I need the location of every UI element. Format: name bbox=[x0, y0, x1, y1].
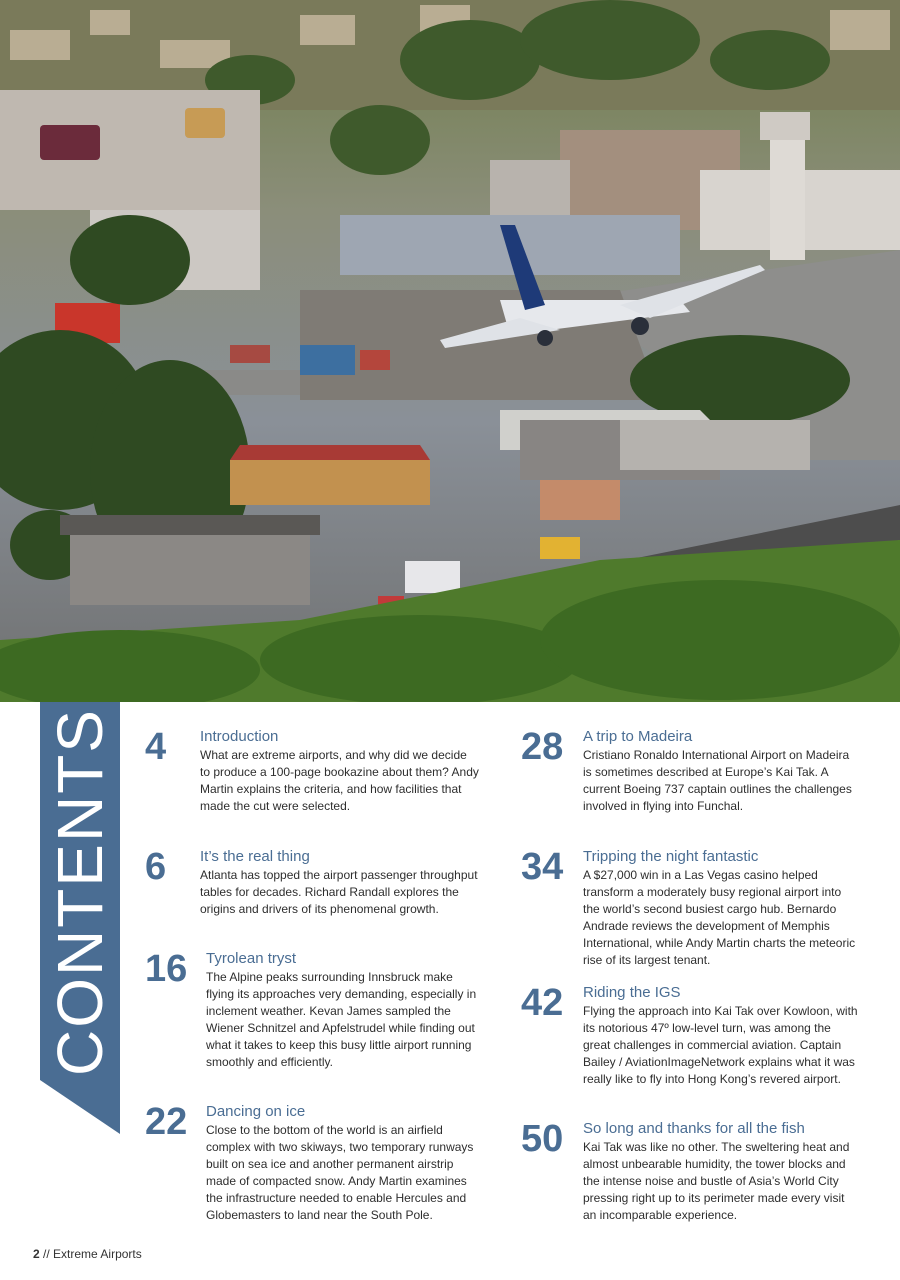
footer-separator: // bbox=[43, 1247, 50, 1261]
toc-entry[interactable] bbox=[521, 1120, 866, 1230]
entry-page-number: 42 bbox=[521, 982, 564, 1024]
contents-heading: CONTENTS bbox=[44, 708, 116, 1076]
entry-page-number: 4 bbox=[145, 726, 167, 768]
entry-title: It’s the real thing bbox=[200, 848, 310, 865]
entry-title: Tyrolean tryst bbox=[206, 950, 297, 967]
entry-title: Tripping the night fantastic bbox=[583, 848, 759, 865]
toc-entry[interactable] bbox=[521, 728, 866, 828]
entry-page-number: 6 bbox=[145, 846, 167, 888]
toc-entry[interactable] bbox=[521, 984, 866, 1094]
entry-page-number: 16 bbox=[145, 948, 188, 990]
page-footer bbox=[33, 1247, 142, 1261]
footer-page-number: 2 bbox=[33, 1247, 40, 1261]
toc-entry[interactable] bbox=[145, 950, 485, 1080]
entry-description: Close to the bottom of the world is an airfield complex with two skiways, two temporary runways built on sea ice and another permanent airstrip made of compacted snow. Andy Martin examines the infrastructure needed to enable Hercules and Globemasters to land near the South Pole. bbox=[206, 1123, 474, 1222]
footer-title: Extreme Airports bbox=[53, 1247, 142, 1261]
entry-description: A $27,000 win in a Las Vegas casino helped transform a moderately busy regional airport into the world’s second busiest cargo hub. Bernardo Andrade reviews the development of Memphis International, while Andy Martin charts the meteoric rise of its largest tenant. bbox=[583, 868, 856, 967]
entry-description: Atlanta has topped the airport passenger throughput tables for decades. Richard Randall explores the origins and drivers of its phenomenal growth. bbox=[200, 868, 478, 916]
entry-page-number: 50 bbox=[521, 1118, 564, 1160]
entry-description: Kai Tak was like no other. The sweltering heat and almost unbearable humidity, the tower blocks and the intense noise and bustle of Asia’s World City pressing right up to its perimeter made every visit an incomparable experience. bbox=[583, 1140, 850, 1222]
toc-entry[interactable] bbox=[521, 846, 866, 967]
toc-entry[interactable] bbox=[145, 1103, 485, 1233]
entry-page-number: 22 bbox=[145, 1101, 188, 1143]
entry-description: The Alpine peaks surrounding Innsbruck make flying its approaches very demanding, especially in inclement weather. Kevan James sampled the Wiener Schnitzel and Apfelstrudel while finding out what it takes to keep this busy little airport running smoothly and efficiently. bbox=[206, 970, 477, 1069]
entry-title: Introduction bbox=[200, 728, 279, 745]
toc-entry[interactable] bbox=[145, 848, 485, 928]
toc-entry[interactable] bbox=[145, 728, 485, 828]
entry-description: Cristiano Ronaldo International Airport on Madeira is sometimes described at Europe’s Kai Tak. A current Boeing 737 captain outlines the challenges involved in flying into Funchal. bbox=[583, 748, 852, 813]
entry-page-number: 28 bbox=[521, 726, 564, 768]
entry-title: Dancing on ice bbox=[206, 1103, 306, 1120]
entry-title: A trip to Madeira bbox=[583, 728, 693, 745]
contents-ribbon bbox=[40, 702, 120, 1134]
entry-page-number: 34 bbox=[521, 846, 564, 888]
entry-description: Flying the approach into Kai Tak over Kowloon, with its notorious 47º low-level turn, was among the great challenges in commercial aviation. Captain Bailey / AviationImageNetwork explains what it was really like to fly into Hong Kong’s revered airport. bbox=[583, 1004, 858, 1086]
entry-title: Riding the IGS bbox=[583, 984, 681, 1001]
entry-description: What are extreme airports, and why did we decide to produce a 100-page bookazine about them? Andy Martin explains the criteria, and how facilities that made the cut were selected. bbox=[200, 748, 479, 813]
entry-title: So long and thanks for all the fish bbox=[583, 1120, 805, 1137]
